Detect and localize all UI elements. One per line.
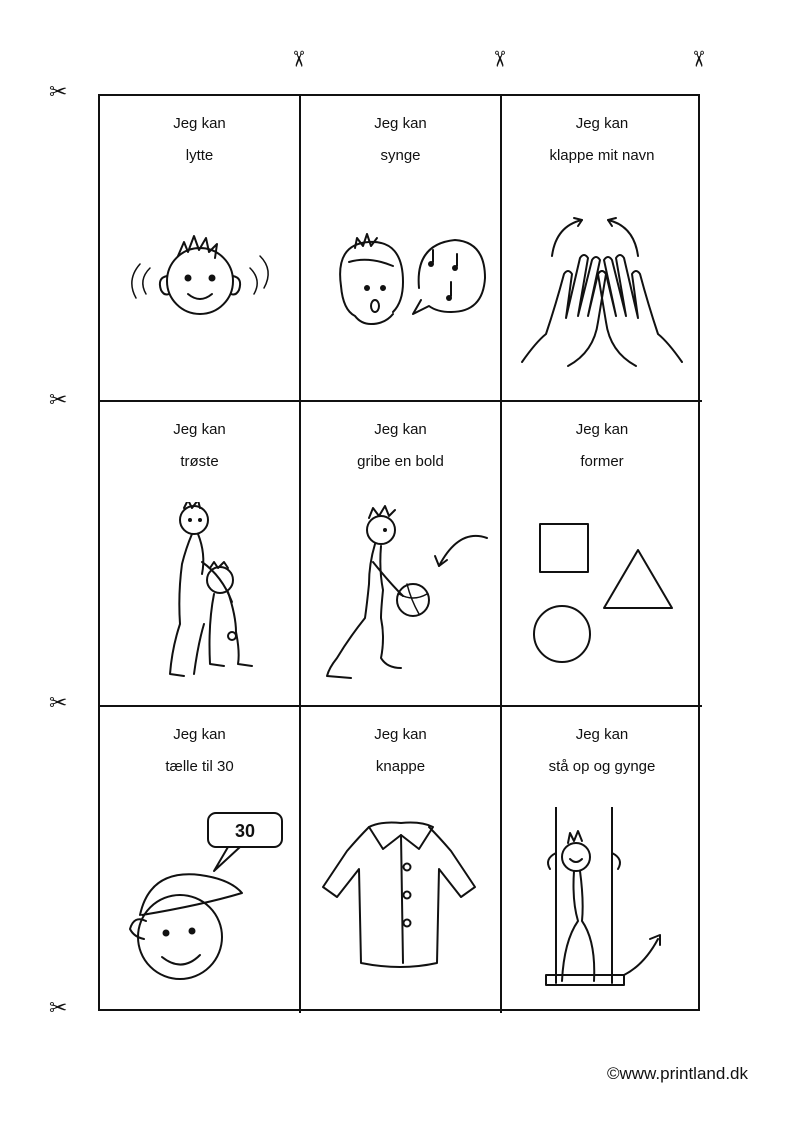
swinging-boy-icon (512, 807, 692, 997)
card-skill: lytte (185, 147, 214, 164)
singing-girl-icon (311, 196, 491, 386)
card-catch-ball (301, 402, 502, 707)
card-heading: Jeg kan (374, 421, 427, 438)
counting-boy-icon (110, 807, 290, 997)
scissors-icon: ✂ (49, 388, 68, 413)
card-skill: klappe mit navn (549, 147, 655, 164)
card-skill: gribe en bold (357, 453, 444, 470)
listening-face-icon (110, 196, 290, 386)
card-button (301, 707, 502, 1013)
scissors-icon: ✂ (49, 80, 68, 105)
catching-ball-icon (311, 502, 491, 692)
card-heading: Jeg kan (575, 115, 629, 132)
bubble-number: 30 (234, 821, 256, 841)
card-heading: Jeg kan (374, 115, 427, 132)
card-sheet (98, 94, 700, 1011)
shirt-icon (311, 807, 491, 997)
card-heading: Jeg kan (374, 726, 427, 743)
card-skill: trøste (180, 453, 219, 470)
shapes-icon (512, 502, 692, 692)
scissors-icon: ✂ (486, 49, 512, 69)
card-comfort (100, 402, 301, 707)
card-listen (100, 96, 301, 402)
scissors-icon: ✂ (285, 49, 311, 69)
card-clap (502, 96, 702, 402)
card-sing (301, 96, 502, 402)
scissors-icon: ✂ (49, 691, 68, 716)
card-shapes (502, 402, 702, 707)
card-skill: former (580, 453, 624, 470)
card-heading: Jeg kan (575, 421, 629, 438)
clapping-hands-icon (512, 196, 692, 386)
card-count (100, 707, 301, 1013)
card-heading: Jeg kan (575, 726, 629, 743)
card-skill: stå op og gynge (548, 758, 656, 775)
scissors-icon: ✂ (49, 996, 68, 1021)
card-skill: knappe (375, 758, 426, 775)
card-heading: Jeg kan (173, 421, 226, 438)
card-skill: synge (380, 147, 421, 164)
copyright-text: ©www.printland.dk (606, 1064, 748, 1083)
card-skill: tælle til 30 (165, 758, 234, 775)
card-swing (502, 707, 702, 1013)
comforting-people-icon (110, 502, 290, 692)
card-heading: Jeg kan (173, 115, 226, 132)
scissors-icon: ✂ (685, 49, 711, 69)
card-heading: Jeg kan (173, 726, 226, 743)
